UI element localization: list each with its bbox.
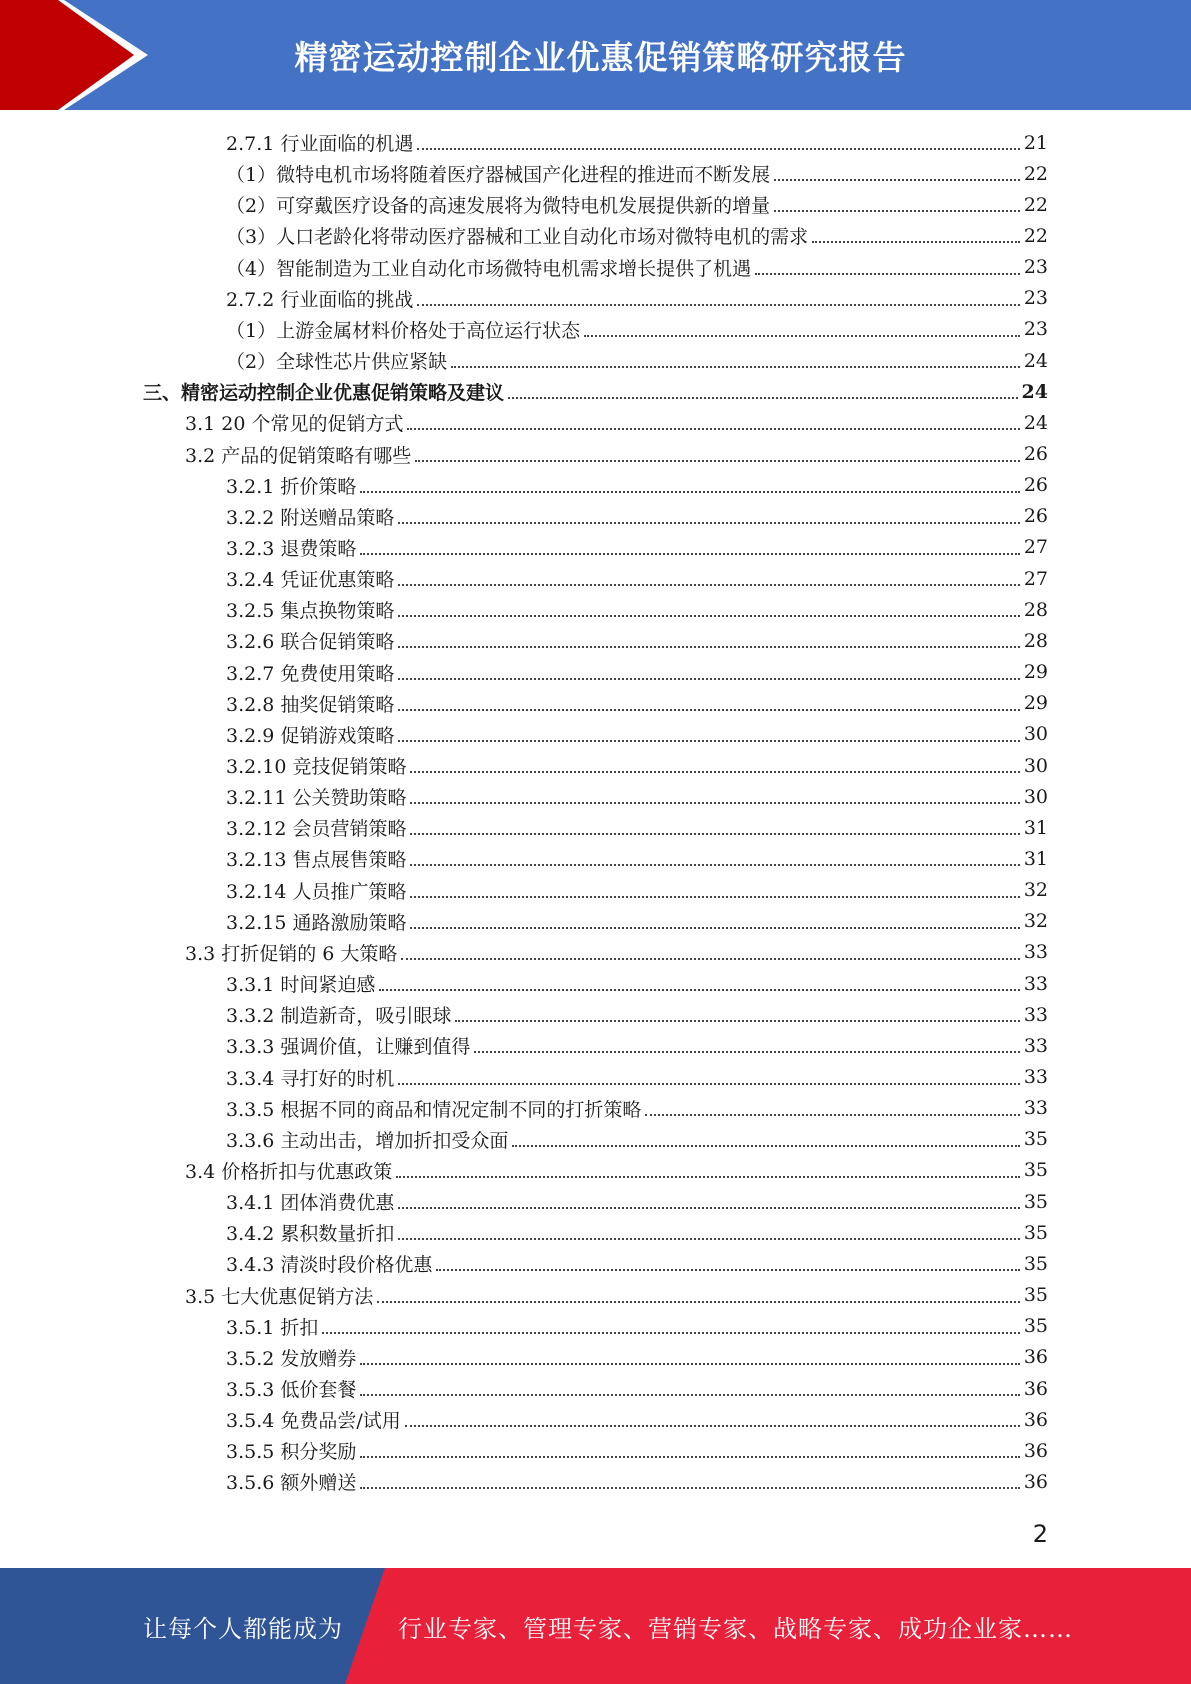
toc-entry-page: 32: [1023, 910, 1048, 933]
toc-entry-title: 3.4.1 团体消费优惠: [226, 1192, 395, 1215]
toc-entry-page: 35: [1023, 1128, 1048, 1151]
toc-dot-leader: [398, 708, 1019, 711]
toc-entry-page: 36: [1023, 1377, 1048, 1400]
toc-dot-leader: [755, 272, 1020, 275]
toc-dot-leader: [405, 1424, 1020, 1427]
toc-entry[interactable]: [226, 220, 1048, 251]
toc-entry[interactable]: [185, 439, 1048, 470]
toc-entry[interactable]: [226, 906, 1048, 937]
toc-dot-leader: [410, 895, 1019, 898]
toc-entry-page: 35: [1023, 1221, 1048, 1244]
toc-dot-leader: [398, 521, 1019, 524]
toc-entry[interactable]: [226, 781, 1048, 812]
toc-entry-title: 3.3.4 寻打好的时机: [226, 1067, 395, 1090]
toc-entry[interactable]: [226, 470, 1048, 501]
toc-entry-title: 3.4.3 清淡时段价格优惠: [226, 1254, 433, 1277]
toc-entry[interactable]: [226, 1217, 1048, 1248]
toc-dot-leader: [410, 863, 1019, 866]
toc-entry-title: 3.2.12 会员营销策略: [226, 818, 407, 841]
toc-entry-title: （2）全球性芯片供应紧缺: [226, 351, 448, 374]
toc-dot-leader: [512, 1144, 1019, 1147]
toc-entry[interactable]: [226, 532, 1048, 563]
toc-entry-title: 3.4.2 累积数量折扣: [226, 1223, 395, 1246]
toc-entry-title: （1）上游金属材料价格处于高位运行状态: [226, 319, 581, 342]
toc-entry[interactable]: [226, 843, 1048, 874]
toc-entry-title: 3.2.8 抽奖促销策略: [226, 693, 395, 716]
toc-entry[interactable]: [185, 1280, 1048, 1311]
toc-entry-title: 3.3.6 主动出击，增加折扣受众面: [226, 1129, 509, 1152]
toc-entry-title: （1）微特电机市场将随着医疗器械国产化进程的推进而不断发展: [226, 164, 771, 187]
toc-dot-leader: [584, 334, 1020, 337]
toc-entry[interactable]: [226, 1248, 1048, 1279]
toc-entry[interactable]: [226, 1093, 1048, 1124]
toc-entry[interactable]: [226, 1404, 1048, 1435]
toc-entry-title: 3.5.2 发放赠券: [226, 1347, 357, 1370]
toc-dot-leader: [322, 1331, 1019, 1334]
toc-entry-page: 23: [1023, 256, 1048, 279]
toc-entry-title: 3.3.5 根据不同的商品和情况定制不同的打折策略: [226, 1098, 642, 1121]
toc-dot-leader: [410, 832, 1019, 835]
toc-entry[interactable]: [226, 563, 1048, 594]
toc-dot-leader: [415, 459, 1020, 462]
toc-entry-page: 36: [1023, 1439, 1048, 1462]
toc-dot-leader: [360, 1393, 1019, 1396]
toc-dot-leader: [360, 552, 1019, 555]
toc-entry-page: 22: [1023, 193, 1048, 216]
toc-entry[interactable]: [226, 1373, 1048, 1404]
toc-entry-page: 28: [1023, 629, 1048, 652]
toc-entry[interactable]: [226, 1124, 1048, 1155]
toc-dot-leader: [774, 178, 1020, 181]
toc-dot-leader: [398, 739, 1019, 742]
toc-entry-page: 26: [1023, 443, 1048, 465]
toc-entry-page: 32: [1023, 879, 1048, 902]
toc-entry-title: 3.5.3 低价套餐: [226, 1379, 357, 1401]
toc-entry-page: 35: [1023, 1190, 1048, 1213]
toc-dot-leader: [410, 801, 1019, 804]
toc-entry[interactable]: [226, 158, 1048, 189]
toc-entry-title: 三、精密运动控制企业优惠促销策略及建议: [143, 382, 505, 405]
toc-dot-leader: [398, 583, 1019, 586]
toc-entry[interactable]: [226, 1062, 1048, 1093]
toc-entry[interactable]: [226, 283, 1048, 314]
toc-entry-title: 3.3.3 强调价值，让赚到值得: [226, 1036, 471, 1059]
toc-entry[interactable]: [226, 719, 1048, 750]
toc-entry-page: 29: [1023, 692, 1048, 715]
toc-dot-leader: [474, 1050, 1019, 1053]
toc-entry[interactable]: [226, 594, 1048, 625]
toc-entry-page: 31: [1023, 816, 1048, 839]
toc-entry-title: （3）人口老龄化将带动医疗器械和工业自动化市场对微特电机的需求: [226, 226, 809, 249]
toc-entry-title: 3.3.1 时间紧迫感: [226, 974, 376, 997]
toc-entry[interactable]: [226, 812, 1048, 843]
toc-entry-title: 3.5 七大优惠促销方法: [185, 1285, 374, 1308]
toc-entry-page: 22: [1023, 224, 1048, 247]
toc-entry-title: 3.5.5 积分奖励: [226, 1441, 357, 1464]
toc-entry-page: 30: [1023, 785, 1048, 808]
toc-dot-leader: [812, 240, 1020, 243]
toc-dot-leader: [455, 1019, 1019, 1022]
toc-entry-page: 33: [1023, 972, 1048, 995]
toc-entry-title: 3.2.7 免费使用策略: [226, 662, 395, 685]
toc-entry[interactable]: [226, 657, 1048, 688]
toc-entry-page: 21: [1023, 131, 1048, 154]
toc-entry[interactable]: [226, 314, 1048, 345]
toc-entry[interactable]: [226, 1030, 1048, 1061]
toc-entry-title: （2）可穿戴医疗设备的高速发展将为微特电机发展提供新的增量: [226, 195, 771, 218]
toc-entry-title: 3.2.14 人员推广策略: [226, 880, 407, 903]
toc-dot-leader: [508, 396, 1018, 399]
toc-dot-leader: [398, 645, 1019, 648]
toc-dot-leader: [377, 1300, 1020, 1303]
toc-entry-page: 27: [1023, 536, 1048, 559]
toc-dot-leader: [451, 365, 1020, 368]
toc-entry-title: 3.4 价格折扣与优惠政策: [185, 1160, 393, 1183]
toc-entry-title: 3.5.4 免费品尝/试用: [226, 1410, 401, 1433]
toc-dot-leader: [410, 926, 1019, 929]
toc-entry[interactable]: [226, 688, 1048, 719]
toc-entry-title: 3.2.5 集点换物策略: [226, 600, 395, 623]
toc-entry-title: 3.2 产品的促销策略有哪些: [185, 444, 412, 467]
toc-dot-leader: [417, 303, 1019, 306]
footer-band: [0, 1568, 1191, 1684]
toc-entry-title: 3.2.2 附送赠品策略: [226, 506, 395, 529]
toc-entry-page: 26: [1023, 474, 1048, 497]
toc-entry-title: 3.2.13 售点展售策略: [226, 849, 407, 872]
toc-dot-leader: [398, 677, 1019, 680]
toc-entry-page: 35: [1023, 1315, 1048, 1338]
toc-dot-leader: [398, 614, 1019, 617]
toc-entry-page: 31: [1023, 847, 1048, 870]
toc-entry[interactable]: [226, 1435, 1048, 1466]
toc-entry-page: 33: [1023, 941, 1048, 964]
footer-slogan-right: 行业专家、管理专家、营销专家、战略专家、成功企业家……: [398, 1614, 1073, 1643]
toc-entry-page: 26: [1023, 505, 1048, 528]
toc-entry[interactable]: [226, 189, 1048, 220]
toc-entry-page: 36: [1023, 1408, 1048, 1431]
toc-dot-leader: [436, 1268, 1019, 1271]
toc-entry[interactable]: [226, 1186, 1048, 1217]
toc-entry-page: 33: [1023, 1066, 1048, 1088]
toc-entry-page: 30: [1023, 723, 1048, 746]
toc-entry[interactable]: [185, 407, 1048, 438]
toc-dot-leader: [774, 209, 1020, 212]
toc-entry-page: 28: [1023, 598, 1048, 621]
toc-entry[interactable]: [226, 968, 1048, 999]
toc-entry-title: 3.2.1 折价策略: [226, 475, 357, 498]
toc-entry-page: 36: [1023, 1470, 1048, 1493]
toc-dot-leader: [396, 1175, 1020, 1178]
toc-dot-leader: [398, 1082, 1019, 1085]
toc-entry[interactable]: [143, 376, 1048, 407]
toc-entry-title: 2.7.2 行业面临的挑战: [226, 288, 414, 311]
page-number: 2: [1032, 1520, 1048, 1548]
toc-entry-title: 3.2.15 通路激励策略: [226, 911, 407, 934]
toc-entry-page: 29: [1023, 661, 1048, 684]
toc-entry[interactable]: [226, 875, 1048, 906]
toc-entry-page: 33: [1023, 1034, 1048, 1057]
toc-entry[interactable]: [226, 1342, 1048, 1373]
toc-entry[interactable]: [185, 1155, 1048, 1186]
toc-dot-leader: [379, 988, 1019, 991]
toc-entry-page: 24: [1023, 411, 1048, 434]
toc-entry[interactable]: [226, 750, 1048, 781]
toc-entry[interactable]: [226, 501, 1048, 532]
toc-entry-page: 36: [1023, 1346, 1048, 1369]
toc-entry-page: 22: [1023, 162, 1048, 185]
toc-entry[interactable]: [226, 127, 1048, 158]
toc-entry[interactable]: [226, 345, 1048, 376]
document-title: 精密运动控制企业优惠促销策略研究报告: [294, 37, 907, 77]
header-band: [0, 0, 1191, 110]
toc-entry-title: 3.2.10 竞技促销策略: [226, 756, 407, 778]
toc-entry-title: 3.2.9 促销游戏策略: [226, 724, 395, 747]
toc-entry-page: 35: [1023, 1159, 1048, 1182]
toc-dot-leader: [645, 1113, 1019, 1116]
toc-entry-page: 24: [1023, 349, 1048, 372]
toc-entry-page: 35: [1023, 1284, 1048, 1307]
toc-entry-title: 3.2.11 公关赞助策略: [226, 787, 407, 810]
toc-entry-title: 3.2.4 凭证优惠策略: [226, 569, 395, 592]
toc-entry-title: 3.2.6 联合促销策略: [226, 631, 395, 654]
toc-dot-leader: [360, 1362, 1019, 1365]
toc-entry[interactable]: [226, 1311, 1048, 1342]
toc-entry-page: 23: [1023, 318, 1048, 341]
toc-entry-page: 35: [1023, 1252, 1048, 1275]
toc-entry-page: 33: [1023, 1003, 1048, 1026]
toc-entry-title: 3.3.2 制造新奇，吸引眼球: [226, 1005, 452, 1028]
toc-dot-leader: [360, 1455, 1019, 1458]
toc-entry-title: 2.7.1 行业面临的机遇: [226, 133, 414, 155]
toc-dot-leader: [398, 1206, 1019, 1209]
toc-dot-leader: [410, 770, 1019, 773]
toc-entry[interactable]: [226, 1466, 1048, 1497]
toc-dot-leader: [401, 957, 1019, 960]
toc-dot-leader: [407, 427, 1019, 430]
toc-dot-leader: [360, 490, 1019, 493]
footer-slogan-left: 让每个人都能成为: [143, 1614, 343, 1643]
toc-entry-page: 27: [1023, 567, 1048, 590]
toc-dot-leader: [360, 1486, 1019, 1489]
toc-entry-title: 3.3 打折促销的 6 大策略: [185, 942, 398, 965]
toc-entry-page: 23: [1023, 287, 1048, 310]
toc-entry-page: 33: [1023, 1097, 1048, 1120]
toc-entry[interactable]: [226, 252, 1048, 283]
toc-entry-page: 24: [1021, 380, 1048, 403]
toc-dot-leader: [417, 147, 1019, 150]
toc-entry-title: 3.2.3 退费策略: [226, 537, 357, 560]
toc-dot-leader: [398, 1237, 1019, 1240]
toc-entry[interactable]: [226, 625, 1048, 656]
toc-entry-title: 3.5.6 额外赠送: [226, 1472, 357, 1495]
toc-entry-title: （4）智能制造为工业自动化市场微特电机需求增长提供了机遇: [226, 257, 752, 280]
toc-entry-page: 30: [1023, 754, 1048, 777]
toc-entry-title: 3.5.1 折扣: [226, 1316, 319, 1339]
toc-entry[interactable]: [226, 999, 1048, 1030]
toc-entry-title: 3.1 20 个常见的促销方式: [185, 413, 404, 436]
toc-entry[interactable]: [185, 937, 1048, 968]
